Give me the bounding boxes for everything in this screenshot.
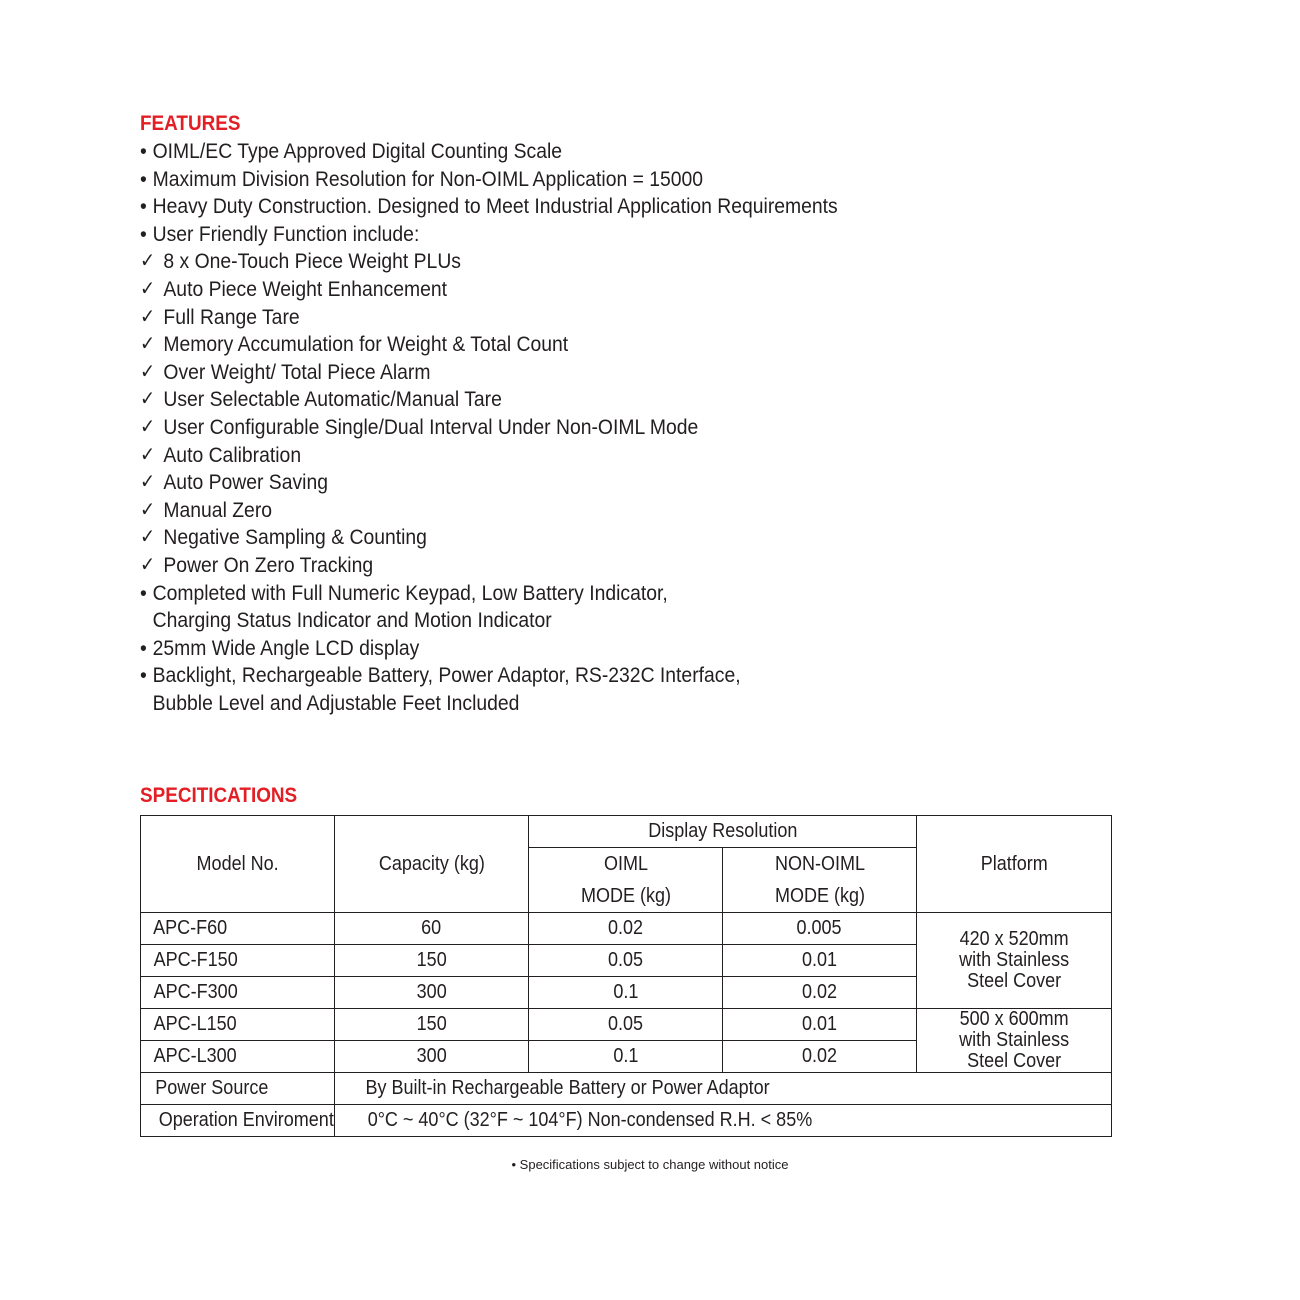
feature-check-item — [140, 331, 838, 359]
feature-text: Memory Accumulation for Weight & Total Count — [163, 332, 569, 357]
feature-text: Over Weight/ Total Piece Alarm — [163, 359, 431, 384]
feature-text: Auto Power Saving — [163, 470, 328, 495]
header-row — [141, 816, 1112, 848]
non-oiml-cell: 0.005 — [723, 913, 917, 945]
non-oiml-cell: 0.02 — [723, 977, 917, 1009]
oiml-cell: 0.1 — [529, 1041, 723, 1073]
feature-check-item — [140, 304, 838, 332]
non-oiml-cell: 0.02 — [723, 1041, 917, 1073]
capacity-cell: 300 — [335, 1041, 529, 1073]
feature-text: Power On Zero Tracking — [163, 552, 374, 577]
feature-bullet-item — [140, 193, 838, 221]
feature-text: 8 x One-Touch Piece Weight PLUs — [163, 249, 461, 274]
table-row — [141, 1009, 1112, 1041]
checkmark-icon: ✓ — [140, 360, 156, 383]
checkmark-icon: ✓ — [140, 443, 156, 466]
feature-text: Backlight, Rechargeable Battery, Power Adaptor, RS-232C Interface, Bubble Level and Adjustable Feet Included — [152, 663, 741, 715]
feature-check-item — [140, 497, 838, 525]
operation-environment-row-value: 0°C ~ 40°C (32°F ~ 104°F) Non-condensed R.H. < 85% — [335, 1105, 1112, 1137]
feature-text: Maximum Division Resolution for Non-OIML Application = 15000 — [152, 166, 704, 191]
oiml-cell: 0.05 — [529, 1009, 723, 1041]
power-source-row — [141, 1073, 1112, 1105]
header-display-resolution: Display Resolution — [529, 816, 917, 848]
feature-check-item — [140, 359, 838, 387]
feature-check-item — [140, 469, 838, 497]
feature-check-item — [140, 552, 838, 580]
features-heading: FEATURES — [140, 112, 241, 135]
header-oiml-mode: OIML MODE (kg) — [529, 848, 723, 913]
feature-bullet-item — [140, 166, 838, 194]
feature-check-item — [140, 414, 838, 442]
table-row — [141, 913, 1112, 945]
feature-check-item — [140, 276, 838, 304]
platform-cell: 500 x 600mm with Stainless Steel Cover — [917, 1009, 1112, 1073]
bullet-icon: • — [140, 635, 147, 660]
checkmark-icon: ✓ — [140, 498, 156, 521]
capacity-cell: 300 — [335, 977, 529, 1009]
header-platform: Platform — [917, 816, 1112, 913]
checkmark-icon: ✓ — [140, 415, 156, 438]
oiml-cell: 0.05 — [529, 945, 723, 977]
oiml-cell: 0.1 — [529, 977, 723, 1009]
checkmark-icon: ✓ — [140, 305, 156, 328]
bullet-icon: • — [140, 663, 147, 688]
header-capacity: Capacity (kg) — [335, 816, 529, 913]
checkmark-icon: ✓ — [140, 553, 156, 576]
model-cell: APC-L150 — [141, 1009, 335, 1041]
feature-text: User Configurable Single/Dual Interval Under Non-OIML Mode — [163, 414, 699, 439]
bullet-icon: • — [140, 194, 147, 219]
feature-text: User Selectable Automatic/Manual Tare — [163, 387, 502, 412]
operation-environment-row-label: Operation Enviroment — [141, 1105, 335, 1137]
feature-bullet-item — [140, 662, 838, 717]
header-non-oiml-mode: NON-OIML MODE (kg) — [723, 848, 917, 913]
model-cell: APC-L300 — [141, 1041, 335, 1073]
feature-bullet-item — [140, 635, 838, 663]
header-model: Model No. — [141, 816, 335, 913]
feature-text: Manual Zero — [163, 497, 273, 522]
model-cell: APC-F300 — [141, 977, 335, 1009]
bullet-icon: • — [140, 139, 147, 163]
capacity-cell: 150 — [335, 1009, 529, 1041]
model-cell: APC-F150 — [141, 945, 335, 977]
feature-text: OIML/EC Type Approved Digital Counting Scale — [152, 139, 563, 163]
power-source-row-label: Power Source — [141, 1073, 335, 1105]
feature-bullet-item — [140, 138, 838, 166]
operation-environment-row — [141, 1105, 1112, 1137]
feature-text: User Friendly Function include: — [152, 221, 420, 246]
feature-check-item — [140, 442, 838, 470]
checkmark-icon: ✓ — [140, 277, 156, 300]
bullet-icon: • — [140, 221, 147, 246]
power-source-row-value: By Built-in Rechargeable Battery or Power Adaptor — [335, 1073, 1112, 1105]
capacity-cell: 150 — [335, 945, 529, 977]
specifications-heading: SPECITICATIONS — [140, 784, 298, 807]
feature-text: Full Range Tare — [163, 304, 300, 329]
feature-bullet-item — [140, 580, 838, 635]
feature-text: Auto Piece Weight Enhancement — [163, 276, 448, 301]
non-oiml-cell: 0.01 — [723, 1009, 917, 1041]
feature-text: 25mm Wide Angle LCD display — [152, 635, 420, 660]
checkmark-icon: ✓ — [140, 250, 156, 273]
checkmark-icon: ✓ — [140, 333, 156, 356]
features-list — [140, 138, 838, 717]
feature-check-item — [140, 524, 838, 552]
feature-check-item — [140, 386, 838, 414]
specifications-table — [140, 815, 1112, 1137]
bullet-icon: • — [140, 580, 147, 605]
feature-bullet-item — [140, 221, 838, 249]
bullet-icon: • — [140, 166, 147, 191]
checkmark-icon: ✓ — [140, 471, 156, 494]
platform-cell: 420 x 520mm with Stainless Steel Cover — [917, 913, 1112, 1009]
feature-text: Completed with Full Numeric Keypad, Low Battery Indicator, Charging Status Indicator and Motion Indicator — [152, 580, 668, 633]
oiml-cell: 0.02 — [529, 913, 723, 945]
checkmark-icon: ✓ — [140, 388, 156, 411]
footnote: • Specifications subject to change without notice — [511, 1157, 789, 1172]
checkmark-icon: ✓ — [140, 526, 156, 549]
capacity-cell: 60 — [335, 913, 529, 945]
model-cell: APC-F60 — [141, 913, 335, 945]
feature-check-item — [140, 248, 838, 276]
feature-text: Negative Sampling & Counting — [163, 525, 427, 550]
non-oiml-cell: 0.01 — [723, 945, 917, 977]
feature-text: Heavy Duty Construction. Designed to Meet Industrial Application Requirements — [152, 194, 838, 219]
feature-text: Auto Calibration — [163, 442, 302, 467]
